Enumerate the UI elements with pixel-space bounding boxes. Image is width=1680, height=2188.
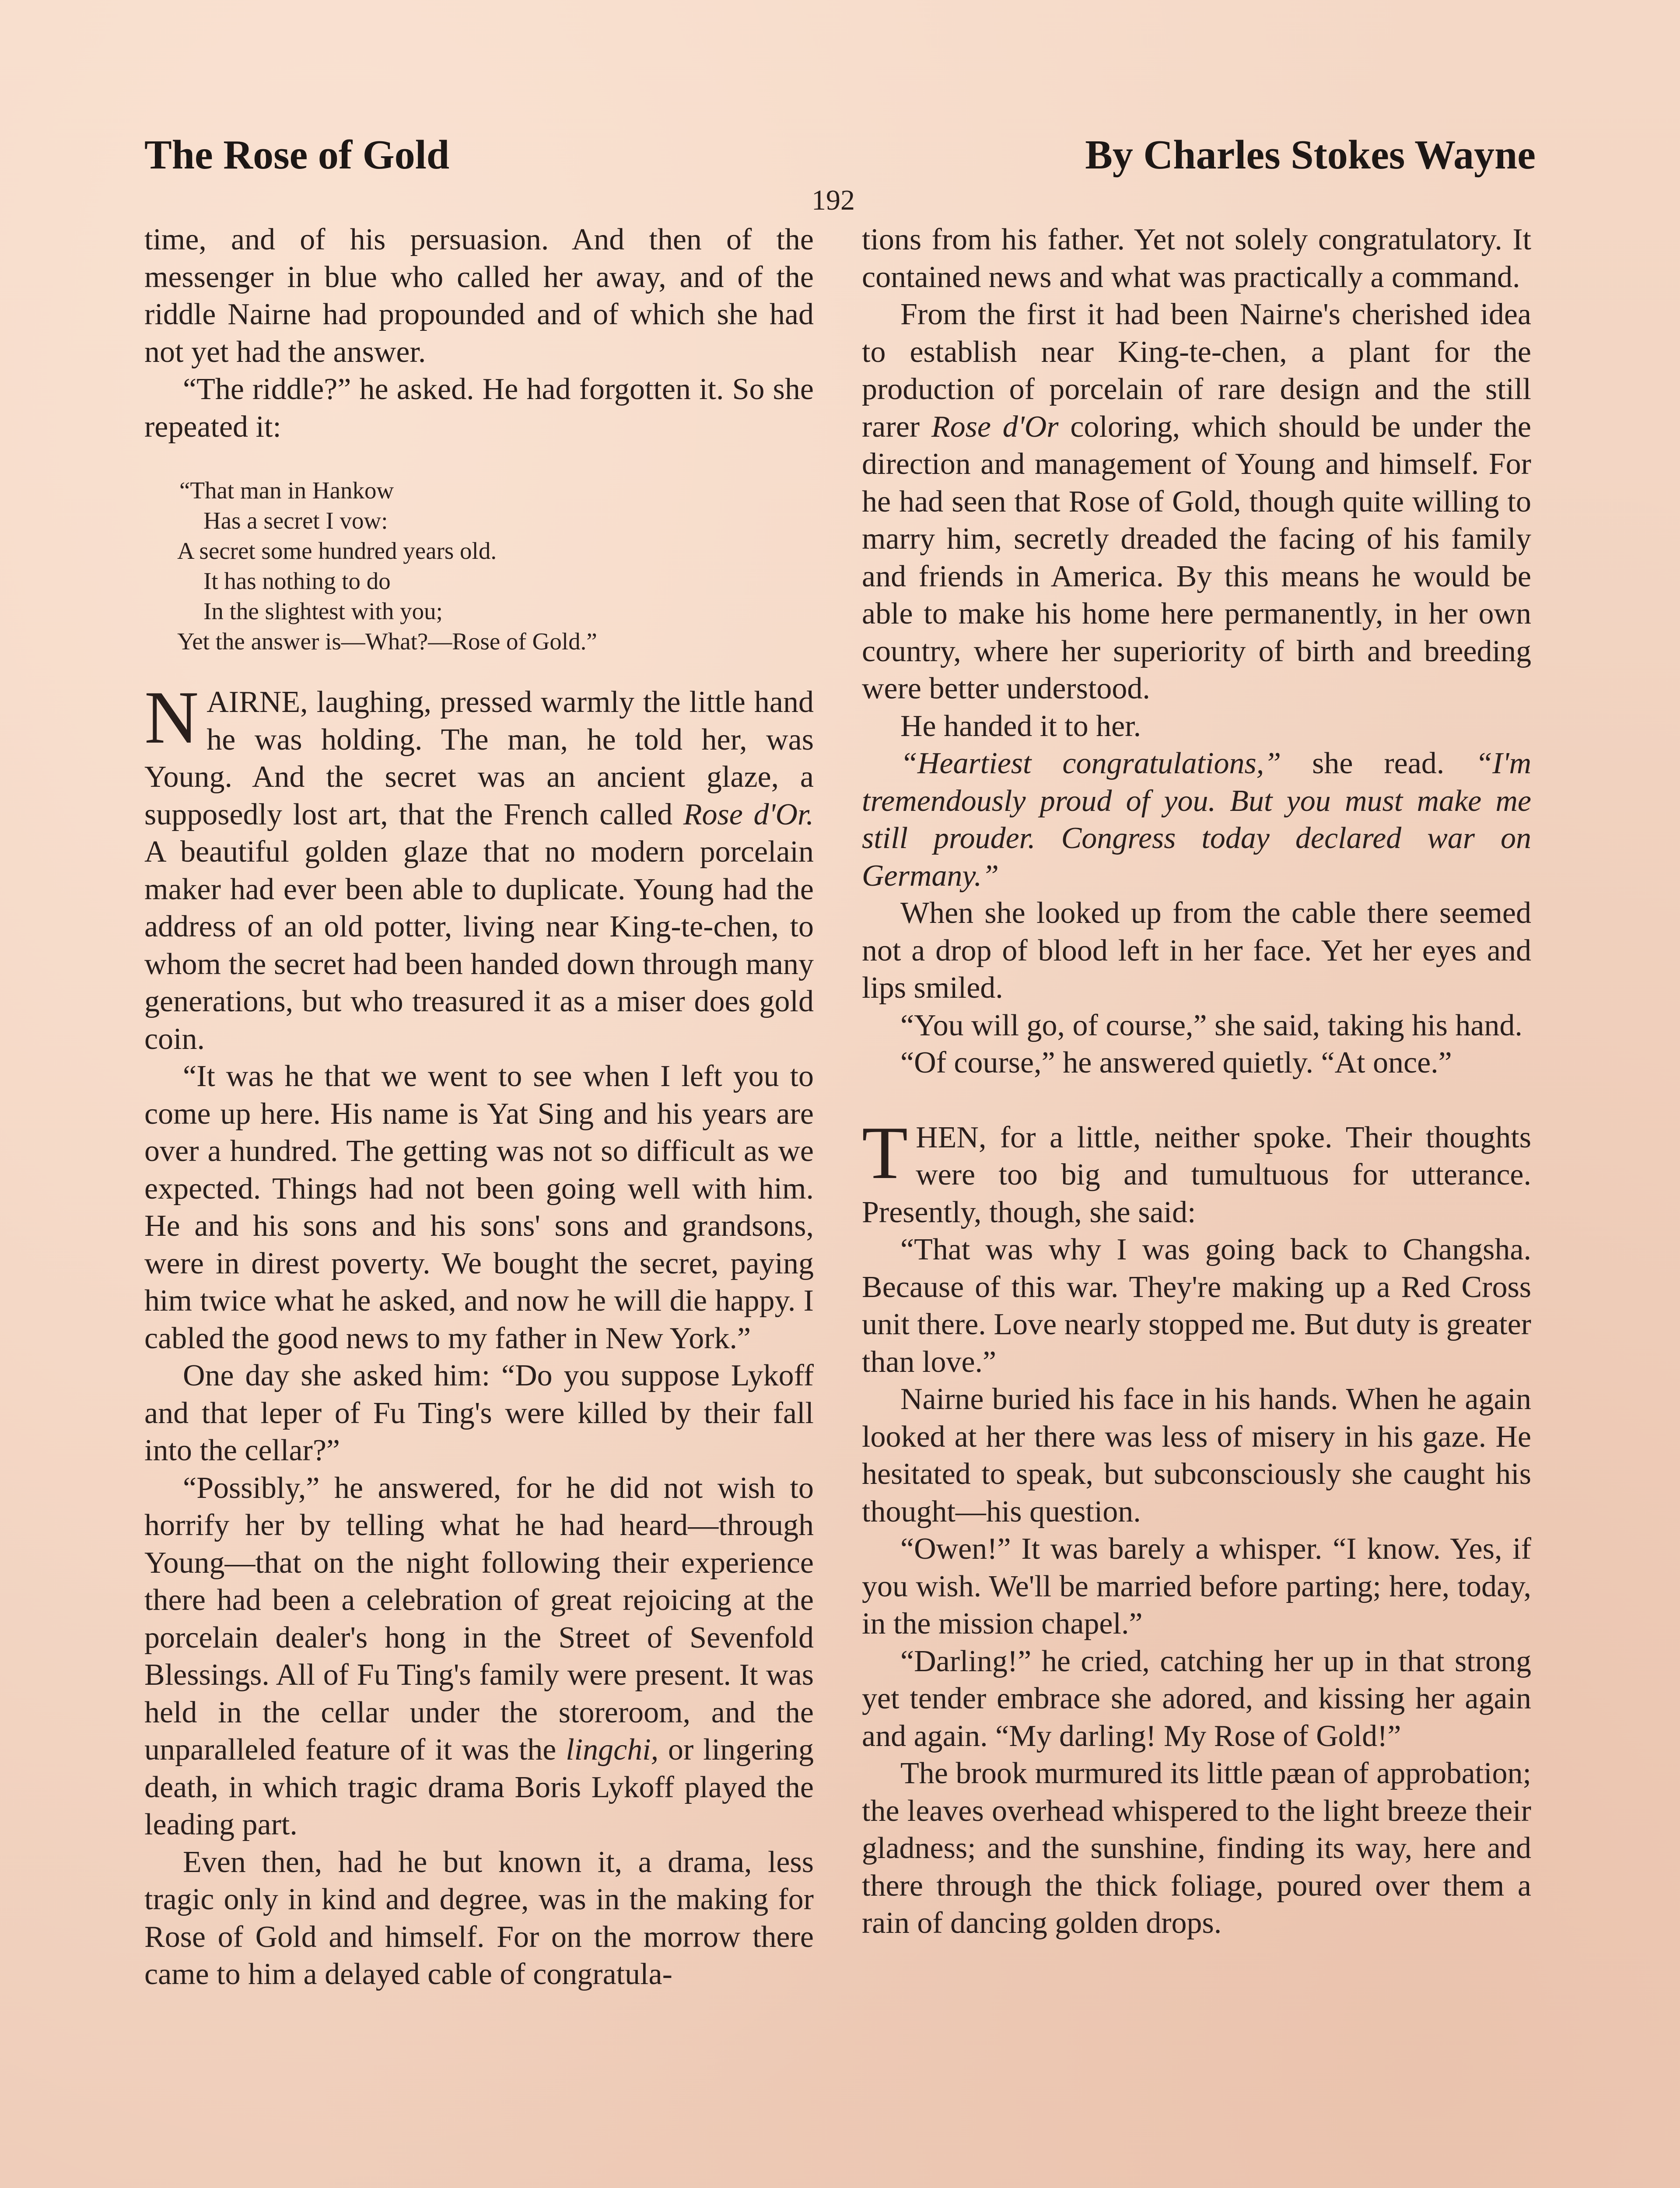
italic-run: “I'm tremendously proud of you. But you must make me still prouder. Congress today declared war on Germany.” (862, 747, 1531, 893)
paragraph: “Owen!” It was barely a whisper. “I know. Yes, if you wish. We'll be married before parting; here, today, in the mission chapel.” (862, 1532, 1531, 1641)
text-run: or lingering death, in which tragic drama Boris Lykoff played the leading part. (144, 1733, 814, 1841)
paragraph: time, and of his persuasion. And then of the messenger in blue who called her away, and of the riddle Nairne had propounded and of which she had not yet had the answer. (144, 223, 814, 369)
verse-line: In the slightest with you; (203, 598, 443, 624)
riddle-verse (144, 475, 814, 656)
story-title: The Rose of Gold (144, 132, 450, 178)
italic-run: Rose d'Or. (683, 797, 814, 831)
verse-line: A secret some hundred years old. (177, 537, 497, 564)
paragraph: One day she asked him: “Do you suppose Lykoff and that leper of Fu Ting's were killed by their fall into the cellar?” (144, 1359, 814, 1467)
drop-cap: T (862, 1111, 908, 1195)
text-run: From the first it had been Nairne's cherished idea to establish near King-te-chen, a plant for the production of porcelain of rare design and the still rarer (862, 298, 1531, 444)
paragraph (862, 745, 1531, 894)
paragraph: “Of course,” he answered quietly. “At once.” (900, 1046, 1452, 1080)
paragraph (862, 296, 1531, 708)
text-run: she read. (1281, 747, 1476, 780)
left-column (144, 221, 814, 1993)
paragraph: When she looked up from the cable there seemed not a drop of blood left in her face. Yet her eyes and lips smiled. (862, 896, 1531, 1005)
paragraph: Even then, had he but known it, a drama, less tragic only in kind and degree, was in the making for Rose of Gold and himself. For on the morrow there came to him a delayed cable of congratula- (144, 1845, 814, 1991)
verse-line: Has a secret I vow: (203, 507, 388, 534)
page-number: 192 (812, 184, 855, 216)
verse-line: It has nothing to do (203, 568, 391, 594)
paragraph: “Darling!” he cried, catching her up in that strong yet tender embrace she adored, and kissing her again and again. “My darling! My Rose of Gold!” (862, 1644, 1531, 1753)
italic-run: “Heartiest congratulations,” (900, 747, 1281, 780)
paragraph: “That was why I was going back to Changsha. Because of this war. They're making up a Red Cross unit there. Love nearly stopped me. But duty is greater than love.” (862, 1233, 1531, 1379)
text-run: AIRNE, laughing, pressed warmly the little hand he was holding. The man, he told her, was Young. And the secret was an ancient glaze, a supposedly lost art, that the French called (144, 685, 814, 831)
paragraph: “You will go, of course,” she said, taking his hand. (900, 1008, 1522, 1042)
paragraph (144, 1469, 814, 1844)
verse-line: “That man in Hankow (179, 477, 394, 504)
text-run: HEN, for a little, neither spoke. Their thoughts were too big and tumultuous for utterance. Presently, though, she said: (862, 1120, 1531, 1229)
text-run: A beautiful golden glaze that no modern porcelain maker had ever been able to duplicate. Young had the address of an old potter, living near King-te-chen, to whom the secret had been handed down through many generations, but who treasured it as a miser does gold coin. (144, 835, 814, 1056)
paragraph: He handed it to her. (900, 709, 1141, 743)
section-paragraph (862, 1111, 1531, 1231)
text-run: “Possibly,” he answered, for he did not wish to horrify her by telling what he had heard—through Young—that on the night following their experience there had been a celebration of great rejoicing at the porcelain dealer's hong in the Street of Sevenfold Blessings. All of Fu Ting's family were present. It was held in the cellar under the storeroom, and the unparalleled feature of it was the (144, 1471, 814, 1767)
paragraph: tions from his father. Yet not solely congratulatory. It contained news and what was practically a command. (862, 223, 1531, 294)
italic-run: lingchi, (566, 1733, 659, 1767)
text-run: coloring, which should be under the direction and management of Young and himself. For he had seen that Rose of Gold, though quite willing to marry him, secretly dreaded the facing of his family and friends in America. By this means he would be able to make his home here permanently, in her own country, where her superiority of birth and breeding were better understood. (862, 410, 1531, 705)
italic-run: Rose d'Or (931, 410, 1059, 444)
paragraph: “The riddle?” he asked. He had forgotten it. So she repeated it: (144, 372, 814, 444)
paragraph: Nairne buried his face in his hands. When he again looked at her there was less of misery in his gaze. He hesitated to speak, but subconsciously she caught his thought—his question. (862, 1382, 1531, 1529)
right-column (862, 221, 1531, 1942)
paragraph: The brook murmured its little pæan of approbation; the leaves overhead whispered to the light breeze their gladness; and the sunshine, finding its way, here and there through the thick foliage, poured over them a rain of dancing golden drops. (862, 1757, 1531, 1940)
section-paragraph (144, 676, 814, 1058)
drop-cap: N (144, 676, 199, 759)
verse-line: Yet the answer is—What?—Rose of Gold.” (177, 628, 597, 655)
story-author: By Charles Stokes Wayne (1085, 132, 1536, 178)
paragraph: “It was he that we went to see when I left you to come up here. His name is Yat Sing and his years are over a hundred. The getting was not so difficult as we expected. Things had not been going well with him. He and his sons and his sons' sons and grandsons, were in direst poverty. We bought the secret, paying him twice what he asked, and now he will die happy. I cabled the good news to my father in New York.” (144, 1059, 814, 1355)
